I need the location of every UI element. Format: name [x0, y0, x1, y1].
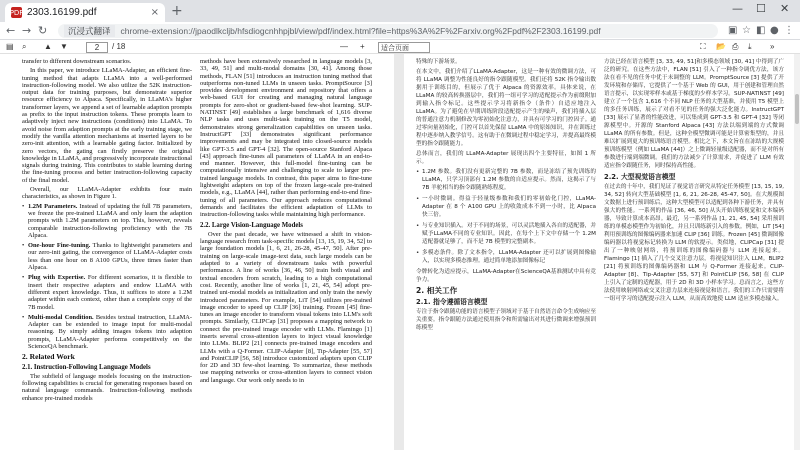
list-item: • 多模态条件。除了文本指令，LLaMA-Adapter 还可以扩展到图像输入，以实现多模态推理。通过简单地添加图像标记: [422, 249, 596, 265]
paragraph: In this paper, we introduce LLaMA-Adapter, an efficient fine-tuning method that adapts LLaMA into a well-performed instruction-following model. We also utilize the 52K instruction-output data for training purposes, but demonstrate superior resource efficiency to Alpaca. Specifically, in LLaMA's higher transformer layers, we append a set of learnable adaption prompts as prefix to the input instruction tokens. These prompts learn to adaptively inject new instructions (conditions) into LLaMA. To avoid noise from adaption prompts at the early training stage, we modify the vanilla attention mechanisms at inserted layers to be zero-init attention, with a learnable gating factor. Initialized by zero vectors, the gating can firstly preserve the original knowledge in LLaMA, and progressively incorporate instructional signals during training. This contributes to stable learning during the fine-tuning process and better instruction-following capacity of the final model.: [22, 67, 192, 184]
zoom-select[interactable]: 适合页面: [378, 42, 430, 53]
list-item: • 与专业知识插入。对于不同的场景，可以灵活地插入各自的适配器，并赋予LLaMA不同的专业知识。因此，在每个上下文中存储一个 1.2M 适配器就足够了，而不是 7B 模型的完整副本。: [422, 222, 596, 246]
extensions-icon[interactable]: ◧: [756, 25, 766, 36]
feature-list: [22, 203, 192, 351]
paragraph: 总体而言，我们的 LLaMA-Adapter 展现出四个主要特征，如图 1 所示。: [416, 151, 596, 165]
chinese-column-1: [416, 58, 596, 334]
viewer-scrollbar[interactable]: [794, 54, 800, 450]
bookmark-icon[interactable]: ☆: [742, 25, 751, 36]
pdf-viewer[interactable]: [0, 54, 800, 450]
feature-list: [416, 168, 596, 265]
page-total: / 18: [112, 42, 126, 51]
profile-icon[interactable]: ●: [770, 25, 779, 36]
browser-tab-bar: [0, 0, 800, 22]
open-file-icon[interactable]: 📂: [716, 42, 726, 51]
close-tab-icon[interactable]: ×: [150, 7, 159, 18]
paragraph: 方法已经在语言模型 [3, 33, 49, 51]和多模态领域 [30, 41] 中得到了广泛的研究。在这些方法中，FLAN [51] 引入了一种指令调优方法，该方法在看不见的任务中优于未调整的 LLM。PromptSource [3] 提供了开发环境和存储库，它提供了一个基于 Web 的 GUI，用于创建和管理自然语言提示，以实现零样本或基于梯度的少样本学习。SUP-NATINST [49] 建立了一个包含 1,616 个不同 NLP 任务的大型基准，并使用 T5 模型上的多任务训练，展示了对看不见的任务的强大泛化能力。InstructGPT [33] 展示了显著的性能改进，可以集成到 GPT-3.5 和 GPT-4 [32] 等闭源模型中。开源的 Stanford Alpaca [43] 方法以端到端的方式微调 LLaMA 的所有参数。但是，这种全模型微调可能是计算密集型的，并且难以扩展到更大的预训练语言模型。相比之下，本文旨在在冻结的大规模预训练模型（例如 LLaMA [44]）之上微调轻量级适配器，而不是对所有参数进行端到端微调。我们的方法减少了计算需求，并促进了 LLM 有效适应指令跟随任务，同时保持高性能。: [604, 59, 784, 169]
list-item: • 一小时微调。得益于轻量级参数和我们的零初始化门控，LLaMA-Adapter 在 8 个 A100 GPU 上的收敛成本不到一小时，比 Alpaca 快三倍。: [422, 195, 596, 219]
pdf-favicon-icon: PDF: [9, 8, 24, 17]
prev-page-icon[interactable]: ▲: [44, 42, 52, 51]
next-page-icon[interactable]: ▼: [60, 42, 68, 51]
paragraph: transfer to different downstream scenarios.: [22, 58, 132, 65]
immersive-translate-chip[interactable]: 沉浸式翻译: [64, 25, 115, 37]
sidebar-toggle-icon[interactable]: ▤: [6, 42, 14, 51]
list-item: • 1.2M 参数。我们没有更新完整的 7B 参数，而是冻结了预先训练的 LLaMA，只学习顶部有 1.2M 参数的自适应提示。然而，这揭示了与 7B 羊驼相当的指令跟随熟练程度。: [422, 168, 596, 192]
paragraph: 专注于指令跟随功能的语言模型子领域对于基于自然语言命令生成响应至关重要。指令跟随方法通过使用指令和所需输出对其进行微调来增强预训练模型: [416, 309, 596, 331]
subsection-heading: 2.2. Large Vision-Language Models: [200, 221, 303, 229]
tab-pdf[interactable]: [5, 3, 165, 22]
subsection-heading: 2.1. 指令遵循语言模型: [416, 298, 488, 306]
url-text: chrome-extension://jpaodlkcljb/hfsdiogcnhhpjbl/view/pdf/index.html?file=https%3A%2F%2Farxiv.org%2Fpdf%2F2303.16199.pdf: [120, 26, 601, 36]
english-column-1: [22, 58, 192, 404]
section-heading: 2. 相关工作: [416, 286, 458, 295]
paragraph: Over the past decade, we have witnessed a shift in vision-language research from task-specific models [13, 15, 19, 34, 52] to large foundation models [1, 6, 21, 26-28, 45-47, 50]. After pre-training on large-scale image-text data, such large models can be adapted to a variety of downstream tasks with powerful performance. A line of works [36, 46, 50] train both visual and textual encoders from scratch, leading to a high computational cost. Recently, another line of works [1, 21, 45, 54] adopt pre-trained uni-modal models as initialization and only train the newly introduced parameters. For example, LiT [54] utilizes pre-trained image encoder to speed up CLIP [36] training. Frozen [45] fine-tunes an image encoder to transform visual tokens into LLM's soft prompts. Similarly, CLIPCap [31] proposes a mapping network to connect the pre-trained image encoder with LLMs. Flamingo [1] inserts several cross-attention layers to inject visual knowledge into LLMs. BLIP2 [21] connects pre-trained image encoders and LLMs with a Q-Former. CLIP-Adapter [8], Tip-Adapter [55, 57] and PointCLIP [56, 58] introduce customized adapters upon CLIP for 2D and 3D few-shot learning. To summarize, these methods use mapping networks or cross-attention layers to connect vision and language. Our work only needs to in: [200, 230, 372, 384]
translate-ext-icon[interactable]: ▣: [728, 25, 738, 36]
print-icon[interactable]: ⎙: [732, 42, 739, 51]
list-item: • Plug with Expertise. For different scenarios, it is flexible to insert their respective adapters and endow LLaMA with different expert knowledge. Thus, it suffices to store a 1.2M adapter within each context, other than a complete copy of the 7B model.: [28, 274, 192, 310]
pdf-page-chinese: [404, 54, 794, 450]
page-number-input[interactable]: 2: [86, 42, 108, 53]
window-close-button[interactable]: ✕: [780, 2, 790, 15]
search-icon[interactable]: ⌕: [22, 42, 27, 51]
section-heading: 2. Related Work: [22, 352, 75, 362]
pdf-page-english: [0, 54, 394, 450]
download-icon[interactable]: ⤓: [748, 42, 752, 51]
list-item: • 1.2M Parameters. Instead of updating the full 7B parameters, we freeze the pre-trained LLaMA and only learn the adaption prompts with 1.2M parameters on top. This, however, reveals comparable instruction-following proficiency with the 7B Alpaca.: [28, 203, 192, 239]
new-tab-button[interactable]: +: [171, 3, 183, 19]
address-bar: [0, 22, 800, 40]
back-icon[interactable]: ←: [6, 24, 16, 37]
chinese-column-2: [604, 58, 784, 305]
tab-title: 2303.16199.pdf: [27, 7, 97, 18]
paragraph: Overall, our LLaMA-Adapter exhibits four main characteristics, as shown in Figure 1.: [22, 186, 192, 201]
menu-icon[interactable]: ⋮: [784, 25, 794, 36]
paragraph: methods have been extensively researched in language models [3, 33, 49, 51] and multi-modal domains [30, 41]. Among those methods, FLAN [51] introduces an instruction tuning method that outperforms non-tuned LLMs in unseen tasks. PromptSource [3] provides development environment and repository that offers a web-based GUI for creating and managing natural language prompts for zero-shot or gradient-based few-shot learning. SUP-NATINST [49] establishes a large benchmark of 1,616 diverse NLP tasks and uses multi-task training on the T5 model, demonstrates strong generalization capabilities on unseen tasks. InstructGPT [33] demonstrates significant performance improvements and may be integrated into closed-source models like GPT-3.5 and GPT-4 [32]. The open-source Stanford Alpaca [43] approach fine-tunes all parameters of LLaMA in an end-to-end manner. However, this full-model fine-tuning can be computationally intensive and challenging to scale to larger pre-trained language models. In contrast, this paper aims to fine-tune lightweight adapters on top of the frozen large-scale pre-trained models, e.g., LLaMA [44], rather than performing end-to-end fine-tuning of all parameters. Our approach reduces computational demands and facilitates the efficient adaptation of LLMs to instruction-following tasks while maintaining high performance.: [200, 58, 372, 219]
paragraph: 特殊的下游场景。: [416, 59, 461, 65]
zoom-out-button[interactable]: —: [340, 42, 348, 51]
forward-icon[interactable]: →: [22, 24, 32, 37]
subsection-heading: 2.1. Instruction-Following Language Models: [22, 363, 151, 371]
scrollbar-thumb[interactable]: [795, 94, 799, 124]
paragraph: 令牌转化为适应提示，LLaMA-Adapter在ScienceQA基准测试中具有竞争力。: [416, 269, 596, 283]
omnibox[interactable]: [58, 24, 718, 38]
subsection-heading: 2.2. 大型视觉语言模型: [604, 173, 676, 181]
minimize-button[interactable]: —: [732, 2, 743, 15]
reload-icon[interactable]: ↻: [38, 24, 48, 37]
zoom-in-button[interactable]: +: [360, 42, 365, 51]
presentation-icon[interactable]: ⛶: [700, 42, 706, 51]
list-item: • Multi-modal Condition. Besides textual instruction, LLaMA-Adapter can be extended to image input for multi-modal reasoning. By simply adding images tokens into adaption prompts, LLaMA-Adapter performs competitively on the ScienceQA benchmark.: [28, 314, 192, 350]
maximize-button[interactable]: ☐: [756, 2, 766, 15]
paragraph: 在过去的十年中，我们见证了视觉语言研究从特定任务模型 [13, 15, 19, 34, 52] 转向大型基础模型 [1, 6, 21, 26-28, 45-47, 50]。在大规模图文数据上进行预训练后，这种大型模型可以适配到各种下游任务，并具有强大的性能。一系列的作品 [36, 46, 50] 从头开始训练视觉和文本编码器，导致计算成本高昂。最近，另一系列作品 [1, 21, 45, 54] 采用预训练的单模态模型作为初始化，并且只训练新引入的参数。例如，LiT [54] 利用预训练的图像编码器来加速 CLIP [36] 训练。Frozen [45] 微调图像编码器以将视觉标记转换为 LLM 的软提示。类似地，CLIPCap [31] 提出了一种映射网络，将预训练的图像编码器与 LLM 连接起来。Flamingo [1] 插入了几个交叉注意力层，将视觉知识注入 LLM。BLIP2 [21] 将预训练的图像编码器和 LLM 与 Q-Former 连接起来。CLIP-Adapter [8]、Tip-Adapter [55, 57] 和 PointCLIP [56, 58] 在 CLIP 上引入了定制的适配器，用于 2D 和 3D 小样本学习。总而言之，这些方法使用映射网络或交叉注意力层来连接视觉和语言。我们的工作只需要将一组可学习的适配提示注入 LLM，从而高效地使 LLM 适应多模态输入。: [604, 184, 784, 302]
pdf-toolbar: [0, 40, 800, 54]
paragraph: 在本文中，我们介绍了LLaMA-Adapter，这是一种有效的微调方法，可将 LLaMA 调整为性能良好的指令跟随模型。我们还将 52K 指令输出数据用于训练目的，但展示了优于 Alpaca 的资源效率。具体来说，在 LLaMA 的较高转换器层中，我们将一组可学习的适配提示作为前缀附加到输入指令标记。这些提示学习将新指令（条件）自适应地注入 LLaMA。为了避免在早期训练阶段适配提示产生的噪声，我们将插入层的普通注意力机制修改为零初始化注意力，并具有可学习的门控因子。通过零向量初始化，门控可以首先保留 LLaMA 中的原始知识，并在训练过程中逐步纳入教学信号。这有助于在微调过程中稳定学习，并提高最终模型的指令跟随能力。: [416, 69, 596, 147]
english-column-2: [200, 58, 372, 386]
paragraph: The subfield of language models focusing on the instruction-following capabilities is crucial for generating responses based on natural language commands. Instruction-following methods enhance pre-trained models: [22, 372, 192, 402]
list-item: • One-hour Fine-tuning. Thanks to lightweight parameters and our zero-init gating, the convergence of LLaMA-Adapter costs less than one hour on 8 A100 GPUs, three times faster than Alpaca.: [28, 242, 192, 271]
tools-menu-icon[interactable]: »: [770, 42, 775, 51]
